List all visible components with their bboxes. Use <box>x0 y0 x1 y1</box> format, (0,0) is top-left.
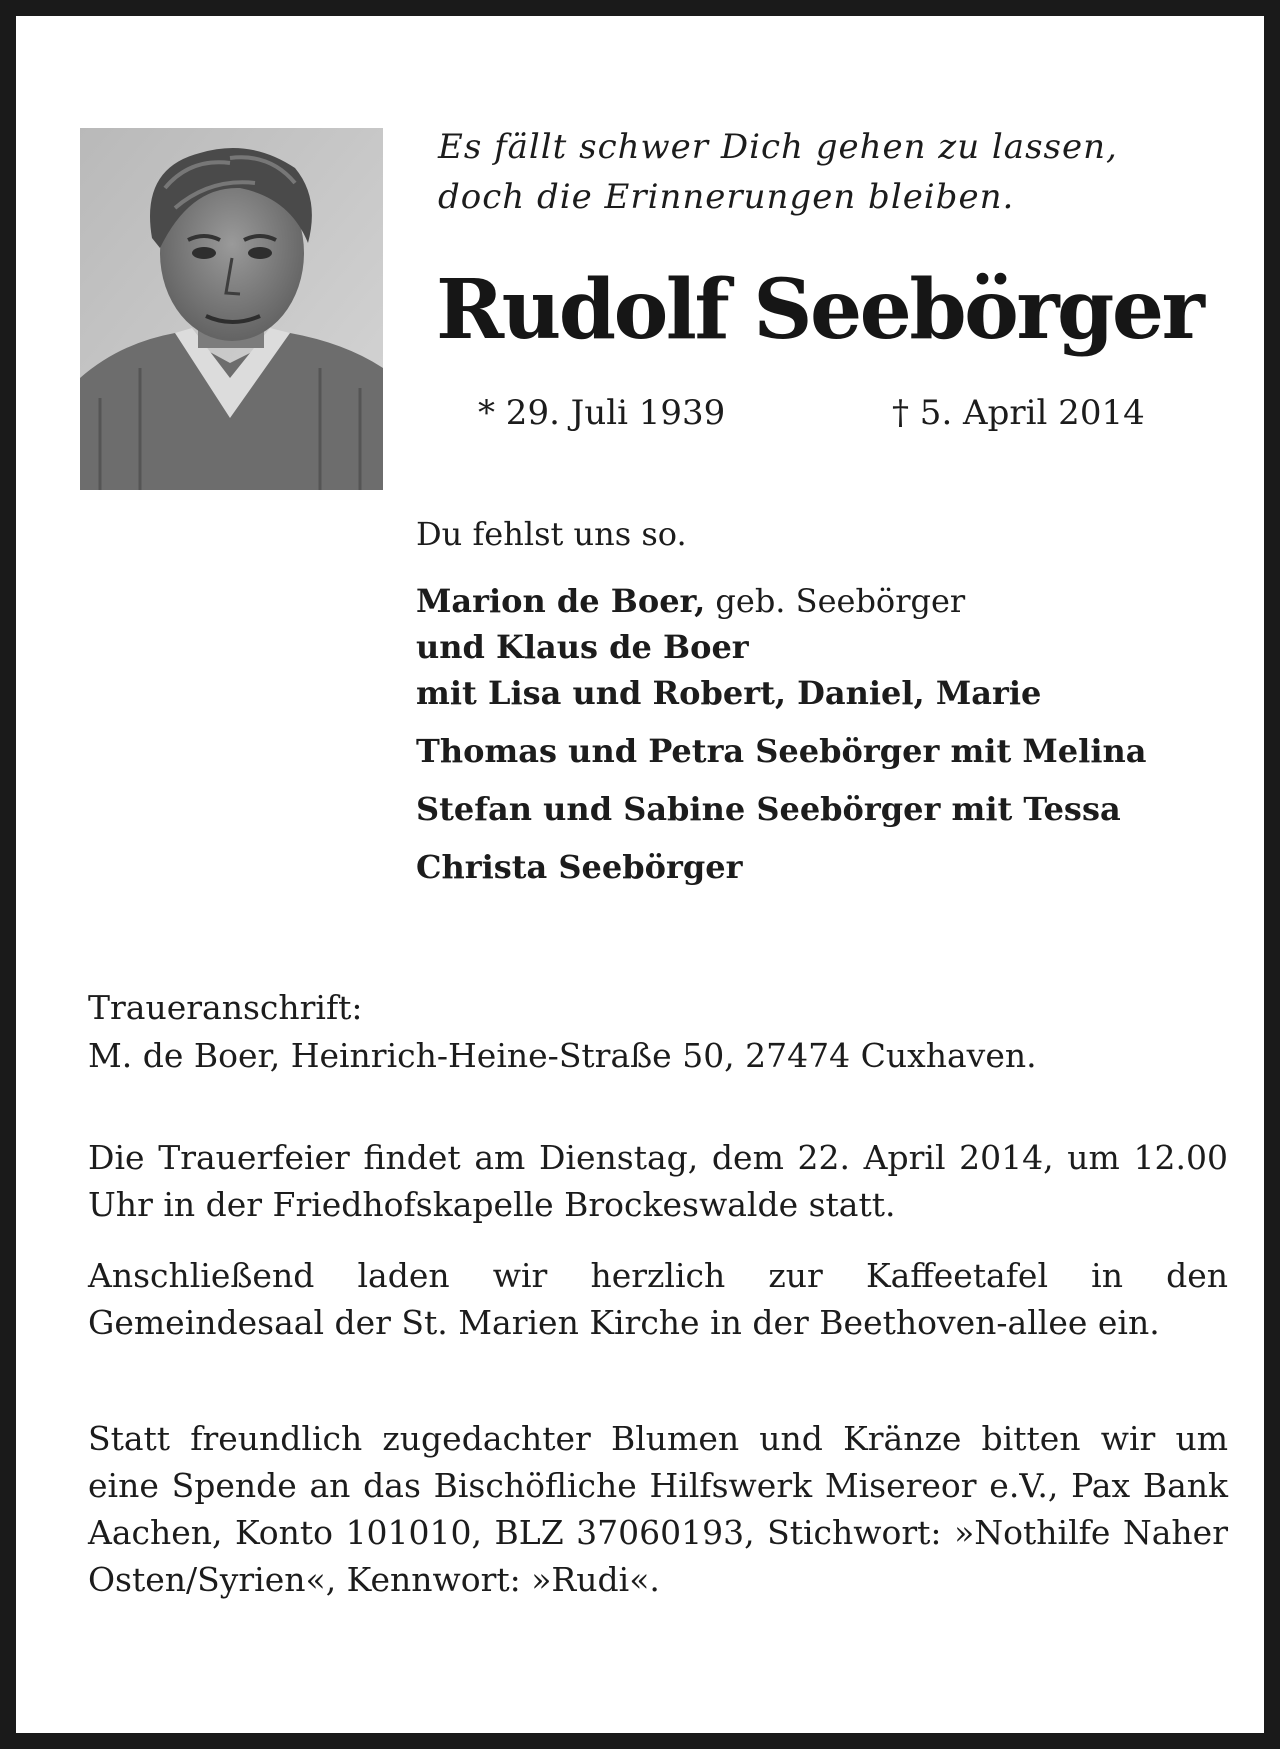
quote-line-2: doch die Erinnerungen bleiben. <box>438 177 1015 217</box>
family-line-1-rest: geb. Seebörger <box>705 582 966 620</box>
family-line-6: Christa Seebörger <box>416 848 743 886</box>
address-label: Traueranschrift: <box>88 988 363 1027</box>
quote-line-1: Es fällt schwer Dich gehen zu lassen, <box>438 127 1118 167</box>
family-line-1 <box>416 578 1236 624</box>
portrait-photo <box>80 128 383 490</box>
intro-text: Du fehlst uns so. <box>416 515 687 553</box>
family-line-3: mit Lisa und Robert, Daniel, Marie <box>416 674 1042 712</box>
memorial-quote <box>438 122 1238 222</box>
ceremony-paragraph: Die Trauerfeier findet am Dienstag, dem 22. April 2014, um 12.00 Uhr in der Friedhofskapelle Brockeswalde statt. <box>88 1138 1228 1224</box>
family-line-2: und Klaus de Boer <box>416 628 749 666</box>
family-line-1-bold: Marion de Boer, <box>416 582 706 620</box>
address-value: M. de Boer, Heinrich-Heine-Straße 50, 27474 Cuxhaven. <box>88 1036 1037 1075</box>
family-line-5: Stefan und Sabine Seebörger mit Tessa <box>416 790 1121 828</box>
birth-date: * 29. Juli 1939 <box>478 393 726 433</box>
deceased-name: Rudolf Seebörger <box>436 262 1203 358</box>
coffee-paragraph: Anschließend laden wir herzlich zur Kaffeetafel in den Gemeindesaal der St. Marien Kirche in der Beethoven-allee ein. <box>88 1256 1228 1342</box>
portrait-icon <box>80 128 383 490</box>
family-line-4: Thomas und Petra Seebörger mit Melina <box>416 732 1147 770</box>
family-list <box>416 578 1236 890</box>
donation-paragraph: Statt freundlich zugedachter Blumen und Kränze bitten wir um eine Spende an das Bischöfliche Hilfswerk Misereor e.V., Pax Bank Aachen, Konto 101010, BLZ 37060193, Stichwort: »Nothilfe Naher Osten/Syrien«, Kennwort: »Rudi«. <box>88 1419 1228 1599</box>
death-date: † 5. April 2014 <box>892 393 1145 433</box>
mourning-address <box>88 984 1228 1080</box>
